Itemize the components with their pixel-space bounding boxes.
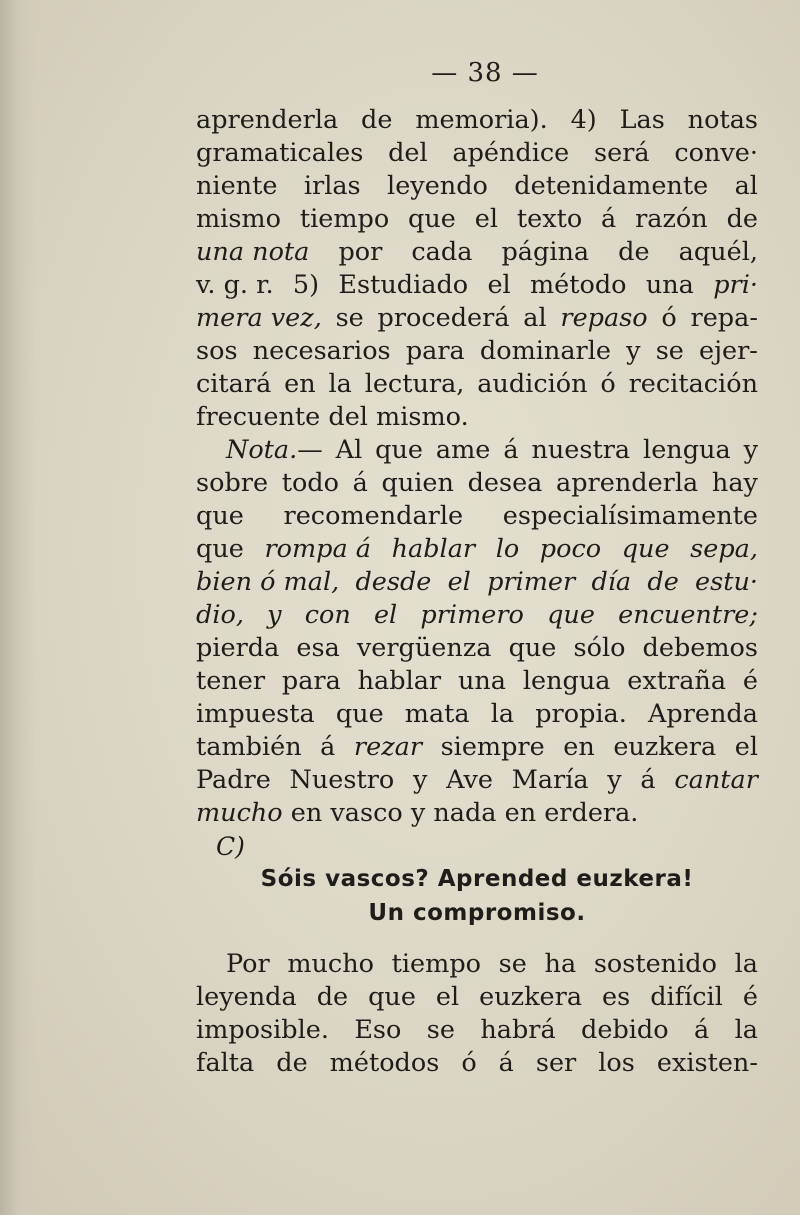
word: niente (196, 171, 278, 201)
word: repa- (690, 303, 758, 333)
word: cada (411, 237, 473, 267)
text-line (196, 467, 758, 500)
word: que (196, 501, 244, 531)
word: de (361, 105, 393, 135)
word: aquél, (678, 237, 758, 267)
word: en (563, 732, 595, 762)
word: se (335, 303, 364, 333)
text-line (196, 203, 758, 236)
word: también (196, 732, 302, 762)
word: la (734, 949, 758, 979)
word: tener (196, 666, 266, 696)
word: para (405, 336, 465, 366)
word: que (368, 982, 416, 1012)
word: razón (635, 204, 708, 234)
text-line (196, 137, 758, 170)
word: apéndice (452, 138, 570, 168)
word: 4) (570, 105, 597, 135)
word: se (426, 1015, 455, 1045)
word: de (618, 237, 650, 267)
page-text (196, 104, 758, 1080)
word: la (490, 699, 515, 729)
word: ha (544, 949, 577, 979)
word: extraña (627, 666, 727, 696)
word: de (726, 204, 758, 234)
text-line (196, 368, 758, 401)
word: en vasco y nada en erdera. (282, 798, 639, 828)
word: Eso (354, 1015, 402, 1045)
word: frecuente del mismo. (196, 402, 469, 432)
text-line (196, 500, 758, 533)
word: del (388, 138, 428, 168)
word: la (328, 369, 352, 399)
italic-phrase: rompa á (264, 534, 371, 564)
word: lengua (643, 435, 731, 465)
word: y (743, 435, 758, 465)
word: euzkera (479, 982, 583, 1012)
word: Aprenda (647, 699, 758, 729)
italic-phrase: bien ó mal, (196, 567, 340, 597)
word: mismo (196, 204, 281, 234)
word: tiempo (391, 949, 482, 979)
word: á (503, 435, 519, 465)
word: lengua (522, 666, 611, 696)
word: desea (467, 468, 543, 498)
word: sostenido (593, 949, 717, 979)
word: habrá (480, 1015, 556, 1045)
word: y (412, 765, 428, 795)
word: se (655, 336, 684, 366)
word: al (523, 303, 547, 333)
word: método (529, 270, 627, 300)
word: falta (196, 1048, 255, 1078)
word: de (276, 1048, 308, 1078)
word: impuesta (196, 699, 315, 729)
italic-phrase: que (621, 534, 670, 564)
paragraph-2 (196, 434, 758, 830)
word: el (734, 732, 758, 762)
italic-phrase: encuentre; (618, 600, 758, 630)
word: mata (404, 699, 470, 729)
paragraph-3 (196, 948, 758, 1080)
text-line (196, 698, 758, 731)
word: Las (619, 105, 665, 135)
word: Ave (446, 765, 493, 795)
text-line (196, 104, 758, 137)
text-line (196, 335, 758, 368)
word: especialísimamente (502, 501, 758, 531)
word: los (598, 1048, 635, 1078)
word: una (457, 666, 507, 696)
word: gramaticales (196, 138, 364, 168)
text-line (196, 401, 758, 434)
text-line (196, 632, 758, 665)
word: propia. (535, 699, 627, 729)
word: notas (687, 105, 758, 135)
word: Por (226, 949, 270, 979)
text-line (196, 1047, 758, 1080)
word: recomendarle (283, 501, 464, 531)
italic-phrase: con (304, 600, 351, 630)
text-line (196, 434, 758, 467)
italic-phrase: de (647, 567, 679, 597)
word: é (742, 982, 758, 1012)
italic-phrase: rezar (353, 732, 423, 762)
word: que (508, 633, 557, 663)
word: á (640, 765, 656, 795)
word: leyenda (196, 982, 297, 1012)
word: á (498, 1048, 514, 1078)
italic-phrase: desde (355, 567, 432, 597)
text-line (196, 797, 758, 830)
text-line (196, 948, 758, 981)
italic-phrase: el (373, 600, 398, 630)
italic-phrase: día (591, 567, 632, 597)
word: nuestra (531, 435, 631, 465)
word: Estudiado (338, 270, 469, 300)
word: conve· (674, 138, 758, 168)
word: v. g. r. (196, 270, 274, 300)
word: sos (196, 336, 238, 366)
word: á (601, 204, 617, 234)
word: necesarios (252, 336, 391, 366)
italic-phrase: y (267, 600, 282, 630)
word: tiempo (299, 204, 390, 234)
word: á (320, 732, 336, 762)
word: procederá (377, 303, 510, 333)
paragraph-1 (196, 104, 758, 434)
word: métodos (329, 1048, 440, 1078)
word: aprenderla (196, 105, 339, 135)
word: 5) (292, 270, 320, 300)
italic-phrase: dio, (196, 600, 244, 630)
italic-phrase: cantar (674, 765, 758, 795)
word: audición (477, 369, 588, 399)
word: é (742, 666, 758, 696)
italic-phrase: que (547, 600, 595, 630)
word: Al (335, 435, 363, 465)
word: memoria). (415, 105, 548, 135)
word: esa (296, 633, 340, 663)
word: y (626, 336, 641, 366)
word: recitación (628, 369, 758, 399)
word: al (734, 171, 758, 201)
word: en (284, 369, 316, 399)
word: ser (535, 1048, 577, 1078)
word: hay (711, 468, 758, 498)
word: se (498, 949, 527, 979)
word: irlas (303, 171, 361, 201)
text-line (196, 236, 758, 269)
text-line (196, 269, 758, 302)
word: hablar (357, 666, 442, 696)
word: es (602, 982, 631, 1012)
italic-phrase: mera vez, (196, 303, 322, 333)
word: que (408, 204, 456, 234)
italic-phrase: poco (539, 534, 602, 564)
word: sobre (196, 468, 269, 498)
italic-phrase: primero (420, 600, 524, 630)
word: á (352, 468, 368, 498)
word: todo (281, 468, 339, 498)
italic-phrase: hablar (391, 534, 476, 564)
word: el (474, 204, 498, 234)
word: texto (516, 204, 583, 234)
text-line (196, 665, 758, 698)
word: mucho (287, 949, 374, 979)
italic-phrase: sepa, (690, 534, 758, 564)
word: Nuestro (289, 765, 395, 795)
word: debido (581, 1015, 669, 1045)
section-letter: C) (216, 832, 245, 861)
page-number: — 38 — (431, 58, 539, 88)
italic-phrase: pri· (713, 270, 758, 300)
word: para (281, 666, 341, 696)
text-line (196, 170, 758, 203)
word: de (316, 982, 349, 1012)
word: detenidamente (514, 171, 709, 201)
word: que (335, 699, 384, 729)
section-heading-subtitle: Un compromiso. (368, 900, 586, 926)
word: vergüenza (356, 633, 492, 663)
text-line (196, 599, 758, 632)
word: difícil (650, 982, 723, 1012)
word: será (594, 138, 650, 168)
word: ó (600, 369, 616, 399)
italic-phrase: mucho (196, 798, 283, 828)
italic-phrase: lo (495, 534, 520, 564)
word: el (435, 982, 460, 1012)
italic-phrase: estu· (695, 567, 758, 597)
text-line (196, 533, 758, 566)
spacer (196, 930, 758, 948)
word (196, 797, 638, 830)
word: siempre (440, 732, 545, 762)
word: euzkera (613, 732, 717, 762)
text-line (196, 731, 758, 764)
word: Padre (196, 765, 271, 795)
text-line (196, 981, 758, 1014)
italic-phrase: una nota (196, 237, 310, 267)
word: aprenderla (556, 468, 699, 498)
word: leyendo (387, 171, 488, 201)
word: dominarle (479, 336, 611, 366)
page-spine-shadow (0, 0, 36, 1215)
word: sólo (573, 633, 626, 663)
word: existen- (656, 1048, 758, 1078)
word: que (196, 534, 244, 564)
word: una (645, 270, 694, 300)
italic-phrase: el (447, 567, 471, 597)
word: ó (461, 1048, 477, 1078)
text-line (196, 764, 758, 797)
word: ó (661, 303, 677, 333)
word: pierda (196, 633, 280, 663)
word: María (511, 765, 589, 795)
word: que (375, 435, 423, 465)
word: lectura, (364, 369, 465, 399)
word: página (501, 237, 590, 267)
text-line (196, 302, 758, 335)
italic-phrase: primer (487, 567, 576, 597)
word: debemos (642, 633, 758, 663)
word: la (734, 1015, 758, 1045)
nota-label: Nota.— (226, 435, 323, 465)
word: imposible. (196, 1015, 329, 1045)
section-heading-title: Sóis vascos? Aprended euzkera! (260, 866, 694, 892)
word: por (338, 237, 383, 267)
word: á (693, 1015, 710, 1045)
word: quien (381, 468, 454, 498)
word: ejer- (699, 336, 758, 366)
word: citará (196, 369, 272, 399)
text-line (196, 1014, 758, 1047)
word: el (487, 270, 511, 300)
text-line (196, 566, 758, 599)
word: y (607, 765, 622, 795)
word: ame (435, 435, 491, 465)
italic-phrase: repaso (560, 303, 648, 333)
